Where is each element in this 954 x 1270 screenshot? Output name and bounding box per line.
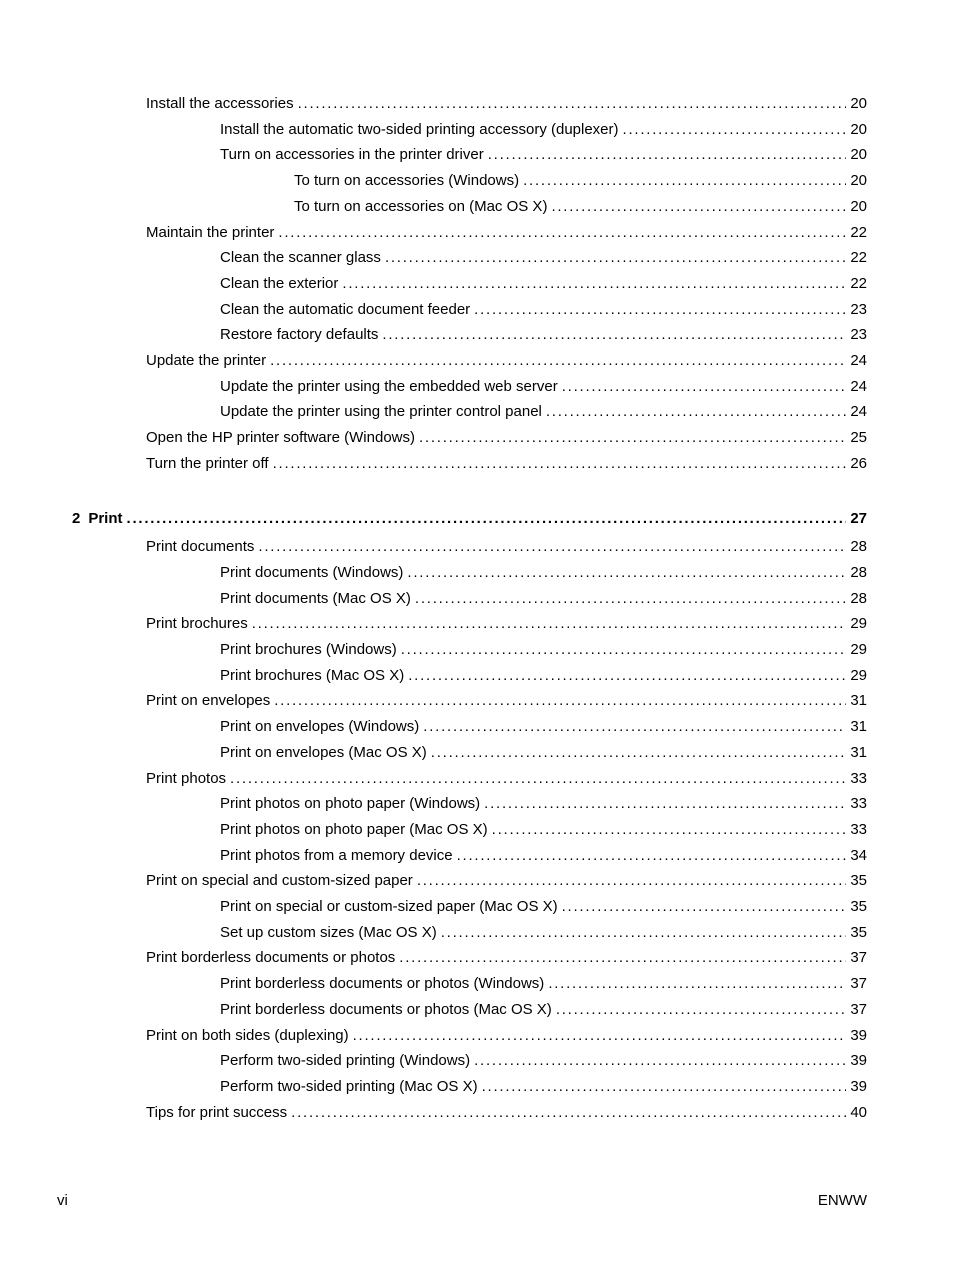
dot-leader	[488, 144, 847, 166]
toc-page-number: 37	[850, 975, 867, 992]
dot-leader	[127, 508, 847, 530]
toc-entry-title: Open the HP printer software (Windows)	[146, 429, 415, 446]
toc-entry-title: Turn on accessories in the printer driver	[220, 146, 484, 163]
toc-page-number: 40	[850, 1104, 867, 1121]
toc-page-number: 22	[850, 224, 867, 241]
toc-page-number: 20	[850, 172, 867, 189]
toc-page-number: 20	[850, 198, 867, 215]
toc-entry[interactable]	[146, 350, 867, 372]
toc-entry[interactable]	[220, 665, 867, 687]
toc-entry-title: Clean the exterior	[220, 275, 339, 292]
toc-entry-title: Print borderless documents or photos	[146, 949, 396, 966]
dot-leader	[546, 401, 846, 423]
dot-leader	[252, 613, 847, 635]
toc-entry-title: Print borderless documents or photos (Windows)	[220, 975, 545, 992]
toc-entry-title: Print on special and custom-sized paper	[146, 872, 413, 889]
dot-leader	[274, 690, 846, 712]
dot-leader	[562, 376, 847, 398]
toc-page-number: 33	[850, 770, 867, 787]
toc-entry[interactable]	[220, 999, 867, 1021]
toc-page-number: 20	[850, 146, 867, 163]
dot-leader	[291, 1102, 846, 1124]
toc-page-number: 33	[850, 821, 867, 838]
toc-page-number: 29	[850, 615, 867, 632]
toc-entry[interactable]	[146, 870, 867, 892]
toc-entry-title: Update the printer	[146, 352, 267, 369]
toc-page-number: 28	[850, 564, 867, 581]
toc-entry[interactable]	[146, 947, 867, 969]
toc-entry-title	[72, 508, 127, 530]
chapter-number: 2	[72, 510, 81, 527]
toc-entry-title: Print on envelopes (Mac OS X)	[220, 744, 427, 761]
toc-page-number: 23	[850, 301, 867, 318]
toc-entry[interactable]	[220, 273, 867, 295]
toc-page-number: 39	[850, 1052, 867, 1069]
dot-leader	[419, 427, 846, 449]
toc-page-number: 39	[850, 1027, 867, 1044]
toc-entry[interactable]	[146, 613, 867, 635]
dot-leader	[273, 453, 847, 475]
toc-entry[interactable]	[146, 536, 867, 558]
toc-entry-title: Print borderless documents or photos (Mac OS X)	[220, 1001, 552, 1018]
toc-entry-title: Clean the scanner glass	[220, 249, 381, 266]
toc-entry-title: Perform two-sided printing (Windows)	[220, 1052, 471, 1069]
toc-page-number: 24	[850, 352, 867, 369]
toc-entry[interactable]	[220, 144, 867, 166]
dot-leader	[230, 768, 846, 790]
toc-page-number: 24	[850, 403, 867, 420]
toc-page-number: 31	[850, 718, 867, 735]
toc-entry-title: Print photos on photo paper (Windows)	[220, 795, 481, 812]
toc-entry-title: Update the printer using the printer control panel	[220, 403, 542, 420]
toc-entry[interactable]	[146, 222, 867, 244]
toc-page-number: 35	[850, 872, 867, 889]
chapter-title: Print	[88, 510, 123, 527]
toc-page-number: 28	[850, 538, 867, 555]
dot-leader	[399, 947, 846, 969]
dot-leader	[484, 793, 846, 815]
toc-entry[interactable]	[220, 401, 867, 423]
toc-page-number: 27	[850, 510, 867, 527]
dot-leader	[548, 973, 846, 995]
toc-page-number: 37	[850, 1001, 867, 1018]
toc-entry[interactable]	[294, 196, 867, 218]
toc-page-number: 20	[850, 121, 867, 138]
toc-entry-title: Tips for print success	[146, 1104, 288, 1121]
toc-entry[interactable]	[146, 453, 867, 475]
dot-leader	[385, 247, 846, 269]
toc-entry-title: Install the automatic two-sided printing accessory (duplexer)	[220, 121, 619, 138]
toc-entry-title: Print photos	[146, 770, 227, 787]
toc-entry-title: Update the printer using the embedded web server	[220, 378, 558, 395]
footer-edition: ENWW	[817, 1192, 867, 1209]
toc-entry-title: Install the accessories	[146, 95, 294, 112]
toc-page-number: 31	[850, 692, 867, 709]
toc-page-number: 28	[850, 590, 867, 607]
toc-entry-title: Print documents (Mac OS X)	[220, 590, 411, 607]
dot-leader	[474, 299, 846, 321]
dot-leader	[298, 93, 847, 115]
toc-entry-title: Print documents	[146, 538, 255, 555]
dot-leader	[431, 742, 847, 764]
dot-leader	[382, 324, 846, 346]
dot-leader	[342, 273, 846, 295]
toc-entry-title: Turn the printer off	[146, 455, 269, 472]
dot-leader	[623, 119, 847, 141]
toc-page-number: 37	[850, 949, 867, 966]
toc-entry[interactable]	[220, 1076, 867, 1098]
dot-leader	[492, 819, 847, 841]
dot-leader	[417, 870, 847, 892]
dot-leader	[523, 170, 846, 192]
dot-leader	[278, 222, 846, 244]
toc-entry[interactable]	[220, 376, 867, 398]
toc-entry-title: Print on envelopes (Windows)	[220, 718, 420, 735]
toc-page-number: 22	[850, 275, 867, 292]
toc-entry[interactable]	[220, 819, 867, 841]
toc-entry-title: Perform two-sided printing (Mac OS X)	[220, 1078, 478, 1095]
toc-entry[interactable]	[220, 119, 867, 141]
toc-entry[interactable]	[220, 742, 867, 764]
dot-leader	[258, 536, 846, 558]
toc-entry[interactable]	[146, 690, 867, 712]
toc-entry[interactable]	[220, 922, 867, 944]
dot-leader	[551, 196, 846, 218]
toc-entry-title: Clean the automatic document feeder	[220, 301, 471, 318]
toc-entry[interactable]	[146, 93, 867, 115]
toc-entry[interactable]	[220, 1050, 867, 1072]
toc-entry[interactable]	[220, 845, 867, 867]
toc-page-number: 29	[850, 667, 867, 684]
toc-entry[interactable]	[220, 639, 867, 661]
toc-entry-title: Print brochures (Mac OS X)	[220, 667, 405, 684]
dot-leader	[401, 639, 847, 661]
dot-leader	[441, 922, 847, 944]
dot-leader	[556, 999, 847, 1021]
footer-page-number: vi	[57, 1192, 68, 1209]
toc-entry-title: Print on special or custom-sized paper (Mac OS X)	[220, 898, 558, 915]
toc-entry-title: Print brochures	[146, 615, 248, 632]
toc-page-number: 35	[850, 924, 867, 941]
toc-page-number: 39	[850, 1078, 867, 1095]
toc-entry-title: Print documents (Windows)	[220, 564, 404, 581]
toc-page-number: 29	[850, 641, 867, 658]
dot-leader	[270, 350, 846, 372]
toc-page-number: 24	[850, 378, 867, 395]
toc-entry[interactable]	[220, 324, 867, 346]
toc-chapter-entry[interactable]	[72, 508, 867, 530]
toc-entry[interactable]	[294, 170, 867, 192]
toc-entry[interactable]	[146, 1102, 867, 1124]
toc-entry[interactable]	[220, 588, 867, 610]
toc-entry[interactable]	[220, 973, 867, 995]
toc-entry-title: Print brochures (Windows)	[220, 641, 397, 658]
toc-entry[interactable]	[220, 247, 867, 269]
toc-page-number: 35	[850, 898, 867, 915]
toc-entry-title: Set up custom sizes (Mac OS X)	[220, 924, 437, 941]
dot-leader	[562, 896, 847, 918]
toc-entry[interactable]	[220, 896, 867, 918]
toc-entry[interactable]	[220, 716, 867, 738]
toc-entry-title: Maintain the printer	[146, 224, 275, 241]
toc-page-number: 33	[850, 795, 867, 812]
toc-entry[interactable]	[220, 793, 867, 815]
dot-leader	[407, 562, 846, 584]
toc-page-number: 31	[850, 744, 867, 761]
toc-entry[interactable]	[220, 299, 867, 321]
toc-page-number: 22	[850, 249, 867, 266]
dot-leader	[474, 1050, 846, 1072]
dot-leader	[423, 716, 846, 738]
dot-leader	[353, 1025, 847, 1047]
toc-entry-title: Print photos on photo paper (Mac OS X)	[220, 821, 488, 838]
dot-leader	[408, 665, 846, 687]
toc-entry-title: To turn on accessories on (Mac OS X)	[294, 198, 548, 215]
toc-entry-title: To turn on accessories (Windows)	[294, 172, 520, 189]
toc-entry[interactable]	[220, 562, 867, 584]
dot-leader	[482, 1076, 847, 1098]
toc-entry[interactable]	[146, 1025, 867, 1047]
toc-page-number: 25	[850, 429, 867, 446]
toc-entry-title: Restore factory defaults	[220, 326, 379, 343]
toc-page-number: 26	[850, 455, 867, 472]
toc-page-number: 34	[850, 847, 867, 864]
toc-entry-title: Print on envelopes	[146, 692, 271, 709]
toc-entry[interactable]	[146, 427, 867, 449]
toc-entry-title: Print photos from a memory device	[220, 847, 453, 864]
toc-page-number: 20	[850, 95, 867, 112]
toc-entry[interactable]	[146, 768, 867, 790]
dot-leader	[415, 588, 846, 610]
dot-leader	[457, 845, 847, 867]
toc-page-number: 23	[850, 326, 867, 343]
toc-entry-title: Print on both sides (duplexing)	[146, 1027, 349, 1044]
